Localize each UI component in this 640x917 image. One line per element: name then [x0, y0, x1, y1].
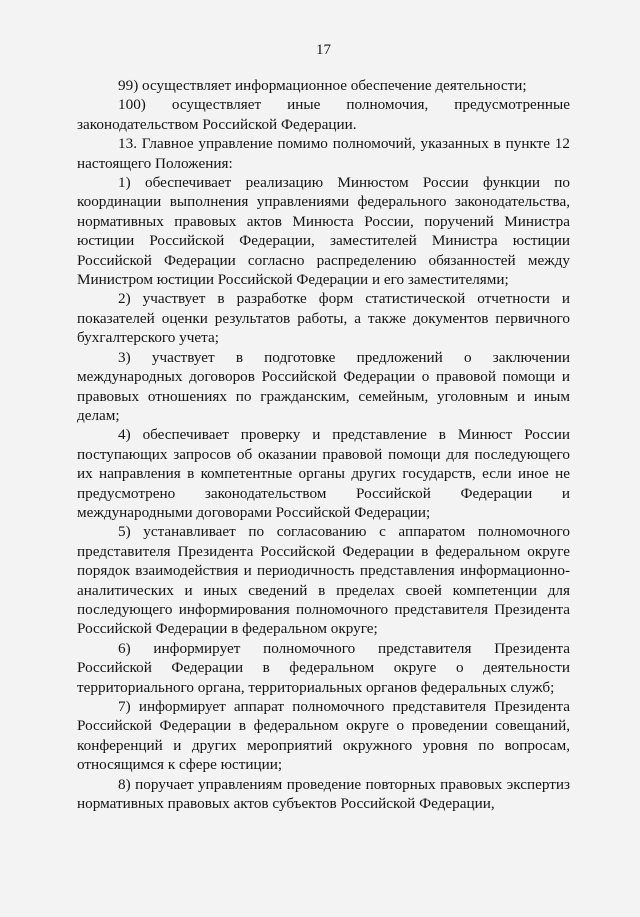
paragraph-item-5: 5) устанавливает по согласованию с аппаратом полномочного представителя Президента Российской Федерации в федеральном округе порядок взаимодействия и периодичность представления информационно-аналитических и иных сведений в пределах своей компетенции для последующего информирования полномочного представителя Президента Российской Федерации в федеральном округе;: [77, 523, 570, 638]
paragraph-item-7: 7) информирует аппарат полномочного представителя Президента Российской Федерации в федеральном округе о проведении совещаний, конференций и других мероприятий окружного уровня по вопросам, относящимся к сфере юстиции;: [77, 698, 570, 774]
paragraph-item-1: 1) обеспечивает реализацию Минюстом России функции по координации выполнения управлениями федерального законодательства, нормативных правовых актов Минюста России, поручений Министра юстиции Российской Федерации, заместителей Министра юстиции Российской Федерации согласно распределению обязанностей между Министром юстиции Российской Федерации и его заместителями;: [77, 174, 570, 289]
paragraph-item-6: 6) информирует полномочного представителя Президента Российской Федерации в федеральном округе о деятельности территориального органа, территориальных органов федеральных служб;: [77, 639, 570, 696]
paragraph-item-4: 4) обеспечивает проверку и представление в Минюст России поступающих запросов об оказании правовой помощи для последующего их направления в компетентные органы других государств, если иное не предусмотрено законодательством Российской Федерации и международными договорами Российской Федерации;: [77, 426, 570, 521]
paragraph-item-8: 8) поручает управлениям проведение повторных правовых экспертиз нормативных правовых актов субъектов Российской Федерации,: [77, 775, 570, 813]
paragraph-item-2: 2) участвует в разработке форм статистической отчетности и показателей оценки результатов работы, а также документов первичного бухгалтерского учета;: [77, 290, 570, 347]
page-number: 17: [316, 42, 331, 58]
paragraph-section-13: 13. Главное управление помимо полномочий, указанных в пункте 12 настоящего Положения:: [77, 135, 570, 172]
paragraph-item-99: 99) осуществляет информационное обеспечение деятельности;: [118, 77, 527, 94]
paragraph-item-3: 3) участвует в подготовке предложений о заключении международных договоров Российской Федерации о правовой помощи и правовых отношениях по гражданским, семейным, уголовным и иным делам;: [77, 348, 570, 424]
paragraph-item-100: 100) осуществляет иные полномочия, предусмотренные законодательством Российской Федерации.: [77, 96, 570, 133]
